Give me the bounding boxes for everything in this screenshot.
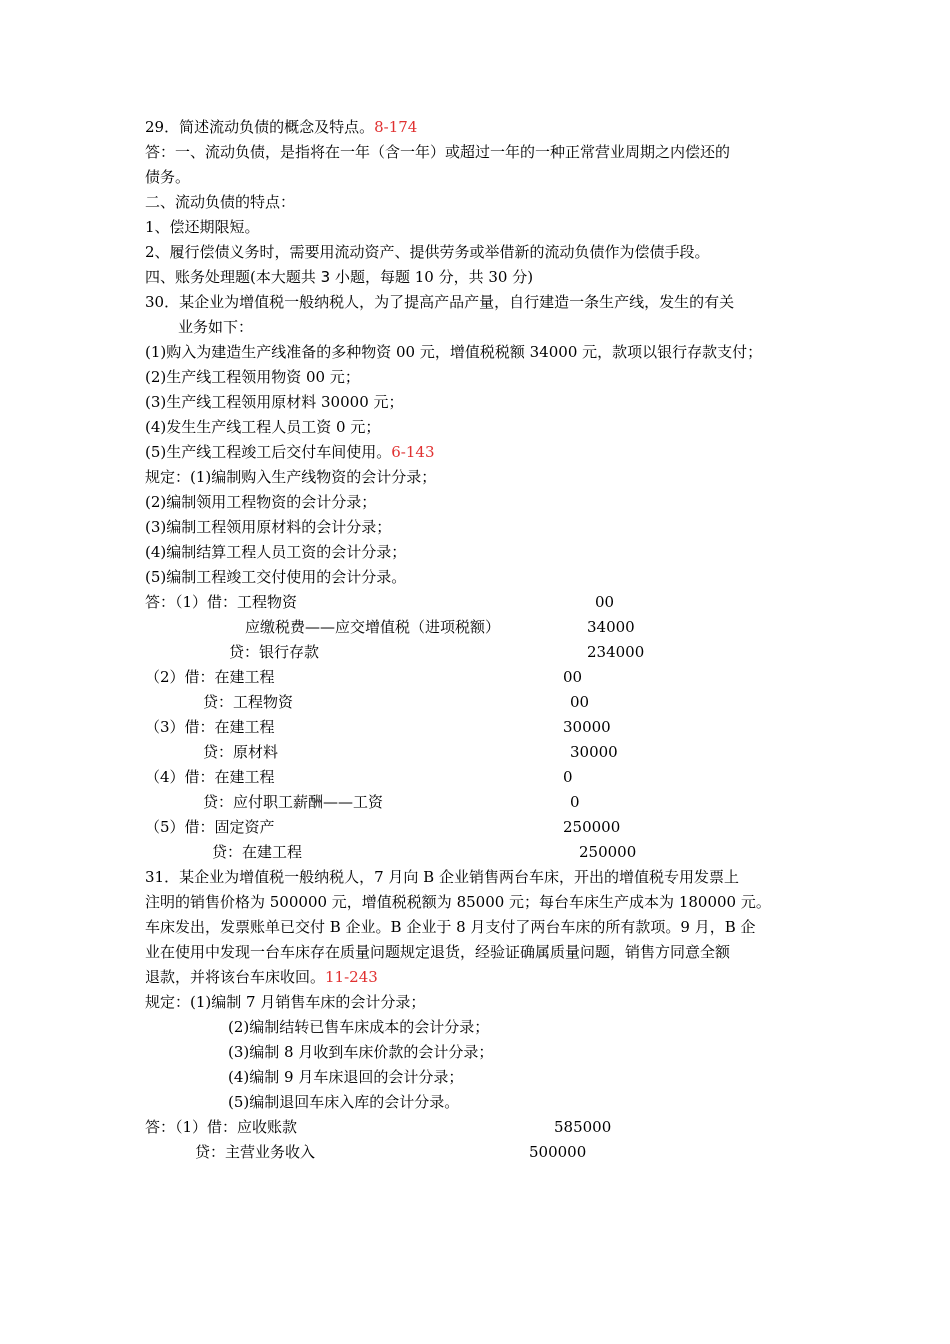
text-line: 注明的销售价格为 500000 元，增值税税额为 85000 元；每台车床生产成本为 180000 元。 <box>145 893 771 911</box>
q31-title: 31．某企业为增值税一般纳税人，7 月向 B 企业销售两台车床，开出的增值税专用发票上 <box>145 868 739 886</box>
text-line: (3)编制工程领用原材料的会计分录； <box>145 518 392 536</box>
text-line: (2)编制领用工程物资的会计分录； <box>145 493 377 511</box>
text-line: 业务如下： <box>178 318 254 336</box>
section-heading <box>145 267 533 287</box>
text-line: (1)购入为建造生产线准备的多种物资 00 元，增值税税额 34000 元，款项以银行存款支付； <box>145 343 763 361</box>
entry-label: 应缴税费——应交增值税（进项税额） <box>245 618 501 636</box>
entry-label: 答：（1）借：工程物资 <box>145 593 298 611</box>
entry-label: （2）借：在建工程 <box>145 668 275 686</box>
text-line: 业在使用中发现一台车床存在质量问题规定退货，经验证确属质量问题，销售方同意全额 <box>145 943 731 961</box>
entry-amount: 00 <box>563 668 583 686</box>
entry-amount: 234000 <box>587 643 645 661</box>
text-line: 1、偿还期限短。 <box>145 218 260 236</box>
text-line: (2)编制结转已售车床成本的会计分录； <box>228 1018 490 1036</box>
entry-label: 贷：应付职工薪酬——工资 <box>203 793 384 811</box>
page-ref: 6-143 <box>391 443 435 461</box>
entry-label: 贷：原材料 <box>203 743 279 761</box>
text-line: (4)编制结算工程人员工资的会计分录； <box>145 543 407 561</box>
text-line: 规定：(1)编制 7 月销售车床的会计分录； <box>145 993 426 1011</box>
text-line: (3)编制 8 月收到车床价款的会计分录； <box>228 1043 494 1061</box>
entry-amount: 500000 <box>529 1143 587 1161</box>
q29-title <box>145 117 417 137</box>
text-line: 2、履行偿债义务时，需要用流动资产、提供劳务或举借新的流动负债作为偿债手段。 <box>145 243 710 261</box>
entry-amount: 0 <box>570 793 580 811</box>
entry-amount: 585000 <box>554 1118 612 1136</box>
text-line: 车床发出，发票账单已交付 B 企业。B 企业于 8 月支付了两台车床的所有款项。9 月，B 企 <box>145 918 756 936</box>
entry-label: 贷：在建工程 <box>212 843 303 861</box>
entry-label: 答：（1）借：应收账款 <box>145 1118 298 1136</box>
text-line: (4)发生生产线工程人员工资 0 元； <box>145 418 381 436</box>
entry-amount: 250000 <box>563 818 621 836</box>
text-line <box>145 967 378 987</box>
q30-title: 30．某企业为增值税一般纳税人，为了提高产品产量，自行建造一条生产线，发生的有关 <box>145 293 735 311</box>
entry-label: 贷：工程物资 <box>203 693 294 711</box>
text-line: 答：一、流动负债，是指将在一年（含一年）或超过一年的一种正常营业周期之内偿还的 <box>145 143 731 161</box>
text: (5)生产线工程竣工后交付车间使用。 <box>145 443 392 461</box>
page-ref: 8-174 <box>374 118 418 136</box>
text-line: 二、流动负债的特点： <box>145 193 296 211</box>
entry-amount: 00 <box>595 593 615 611</box>
text: 29．简述流动负债的概念及特点。 <box>145 118 375 136</box>
text-line <box>145 442 435 462</box>
entry-label: （3）借：在建工程 <box>145 718 275 736</box>
text-line: (5)编制工程竣工交付使用的会计分录。 <box>145 568 407 586</box>
page-ref: 11-243 <box>325 968 378 986</box>
text: 四、账务处理题( <box>145 268 256 286</box>
text-line: (3)生产线工程领用原材料 30000 元； <box>145 393 404 411</box>
text-line: (5)编制退回车床入库的会计分录。 <box>228 1093 460 1111</box>
entry-label: 贷：主营业务收入 <box>195 1143 316 1161</box>
entry-amount: 0 <box>563 768 573 786</box>
entry-amount: 30000 <box>563 718 611 736</box>
text: 本大题共 3 小题，每题 <box>255 268 410 286</box>
text-line: 规定：(1)编制购入生产线物资的会计分录； <box>145 468 437 486</box>
entry-amount: 30000 <box>570 743 618 761</box>
text: 10 分，共 30 分) <box>409 268 534 286</box>
entry-amount: 250000 <box>579 843 637 861</box>
text: 退款，并将该台车床收回。 <box>145 968 326 986</box>
text-line: (4)编制 9 月车床退回的会计分录； <box>228 1068 464 1086</box>
entry-label: （5）借：固定资产 <box>145 818 275 836</box>
entry-label: 贷：银行存款 <box>229 643 320 661</box>
entry-amount: 34000 <box>587 618 635 636</box>
entry-amount: 00 <box>570 693 590 711</box>
text-line: 债务。 <box>145 168 191 186</box>
text-line: (2)生产线工程领用物资 00 元； <box>145 368 360 386</box>
entry-label: （4）借：在建工程 <box>145 768 275 786</box>
